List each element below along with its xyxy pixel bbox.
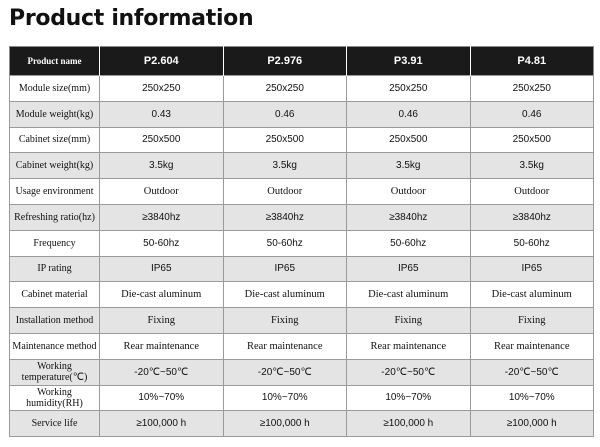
table-cell: 0.46 [347, 101, 471, 127]
table-cell: ≥3840hz [100, 204, 224, 230]
table-cell: IP65 [470, 256, 594, 282]
table-row [10, 230, 594, 256]
table-cell: Fixing [347, 308, 471, 334]
table-cell: Die-cast aluminum [347, 282, 471, 308]
table-cell: 250x500 [100, 127, 224, 153]
table-row [10, 76, 594, 102]
table-cell: -20℃~50℃ [100, 359, 224, 385]
table-cell: 0.46 [223, 101, 347, 127]
table-row [10, 153, 594, 179]
table-cell: Fixing [100, 308, 224, 334]
table-cell: 50-60hz [100, 230, 224, 256]
header-model: P4.81 [470, 47, 594, 76]
table-row [10, 101, 594, 127]
row-label: Refreshing ratio(hz) [10, 204, 100, 230]
header-product-name: Product name [10, 47, 100, 76]
header-model: P3.91 [347, 47, 471, 76]
row-label: Cabinet weight(kg) [10, 153, 100, 179]
table-cell: 250x500 [347, 127, 471, 153]
table-row [10, 308, 594, 334]
table-row [10, 179, 594, 205]
table-cell: Rear maintenance [470, 333, 594, 359]
table-cell: Outdoor [100, 179, 224, 205]
row-label: Cabinet size(mm) [10, 127, 100, 153]
table-cell: 3.5kg [347, 153, 471, 179]
table-cell: Fixing [223, 308, 347, 334]
row-label: Module weight(kg) [10, 101, 100, 127]
table-cell: -20℃~50℃ [470, 359, 594, 385]
row-label: Working humidity(RH) [10, 385, 100, 411]
row-label: Usage environment [10, 179, 100, 205]
table-cell: 50-60hz [470, 230, 594, 256]
table-row [10, 385, 594, 411]
table-row [10, 411, 594, 437]
page-title: Product information [9, 6, 254, 31]
table-cell: 250x500 [223, 127, 347, 153]
table-cell: ≥100,000 h [347, 411, 471, 437]
table-row [10, 256, 594, 282]
table-row [10, 127, 594, 153]
table-cell: -20℃~50℃ [223, 359, 347, 385]
table-cell: Fixing [470, 308, 594, 334]
table-cell: 0.46 [470, 101, 594, 127]
table-header-row [10, 47, 594, 76]
table-cell: Rear maintenance [347, 333, 471, 359]
product-spec-table [9, 46, 594, 437]
table-row [10, 333, 594, 359]
table-cell: IP65 [223, 256, 347, 282]
row-label: IP rating [10, 256, 100, 282]
table-cell: Die-cast aluminum [223, 282, 347, 308]
row-label: Working temperature(℃) [10, 359, 100, 385]
row-label: Frequency [10, 230, 100, 256]
table-cell: 250x250 [470, 76, 594, 102]
table-cell: IP65 [347, 256, 471, 282]
table-cell: 3.5kg [223, 153, 347, 179]
row-label: Module size(mm) [10, 76, 100, 102]
table-body [10, 76, 594, 437]
header-model: P2.604 [100, 47, 224, 76]
row-label: Cabinet material [10, 282, 100, 308]
table-cell: 50-60hz [223, 230, 347, 256]
table-cell: 250x250 [223, 76, 347, 102]
table-cell: ≥3840hz [470, 204, 594, 230]
table-cell: ≥100,000 h [100, 411, 224, 437]
table-row [10, 282, 594, 308]
table-cell: ≥100,000 h [470, 411, 594, 437]
table-cell: 50-60hz [347, 230, 471, 256]
table-cell: Rear maintenance [100, 333, 224, 359]
table-cell: Die-cast aluminum [100, 282, 224, 308]
header-model: P2.976 [223, 47, 347, 76]
table-cell: ≥3840hz [347, 204, 471, 230]
table-cell: Rear maintenance [223, 333, 347, 359]
table-cell: 3.5kg [470, 153, 594, 179]
table-cell: 250x500 [470, 127, 594, 153]
row-label: Maintenance method [10, 333, 100, 359]
table-cell: -20℃~50℃ [347, 359, 471, 385]
table-cell: 10%~70% [470, 385, 594, 411]
table-cell: Outdoor [223, 179, 347, 205]
row-label: Installation method [10, 308, 100, 334]
row-label: Service life [10, 411, 100, 437]
table-cell: 10%~70% [347, 385, 471, 411]
table-cell: 10%~70% [223, 385, 347, 411]
table-cell: ≥100,000 h [223, 411, 347, 437]
table-row [10, 359, 594, 385]
table-cell: 250x250 [347, 76, 471, 102]
table-cell: 0.43 [100, 101, 224, 127]
table-cell: Outdoor [470, 179, 594, 205]
table-cell: Die-cast aluminum [470, 282, 594, 308]
table-cell: 10%~70% [100, 385, 224, 411]
table-cell: 250x250 [100, 76, 224, 102]
table-row [10, 204, 594, 230]
table-cell: 3.5kg [100, 153, 224, 179]
table-cell: IP65 [100, 256, 224, 282]
table-cell: Outdoor [347, 179, 471, 205]
table-cell: ≥3840hz [223, 204, 347, 230]
